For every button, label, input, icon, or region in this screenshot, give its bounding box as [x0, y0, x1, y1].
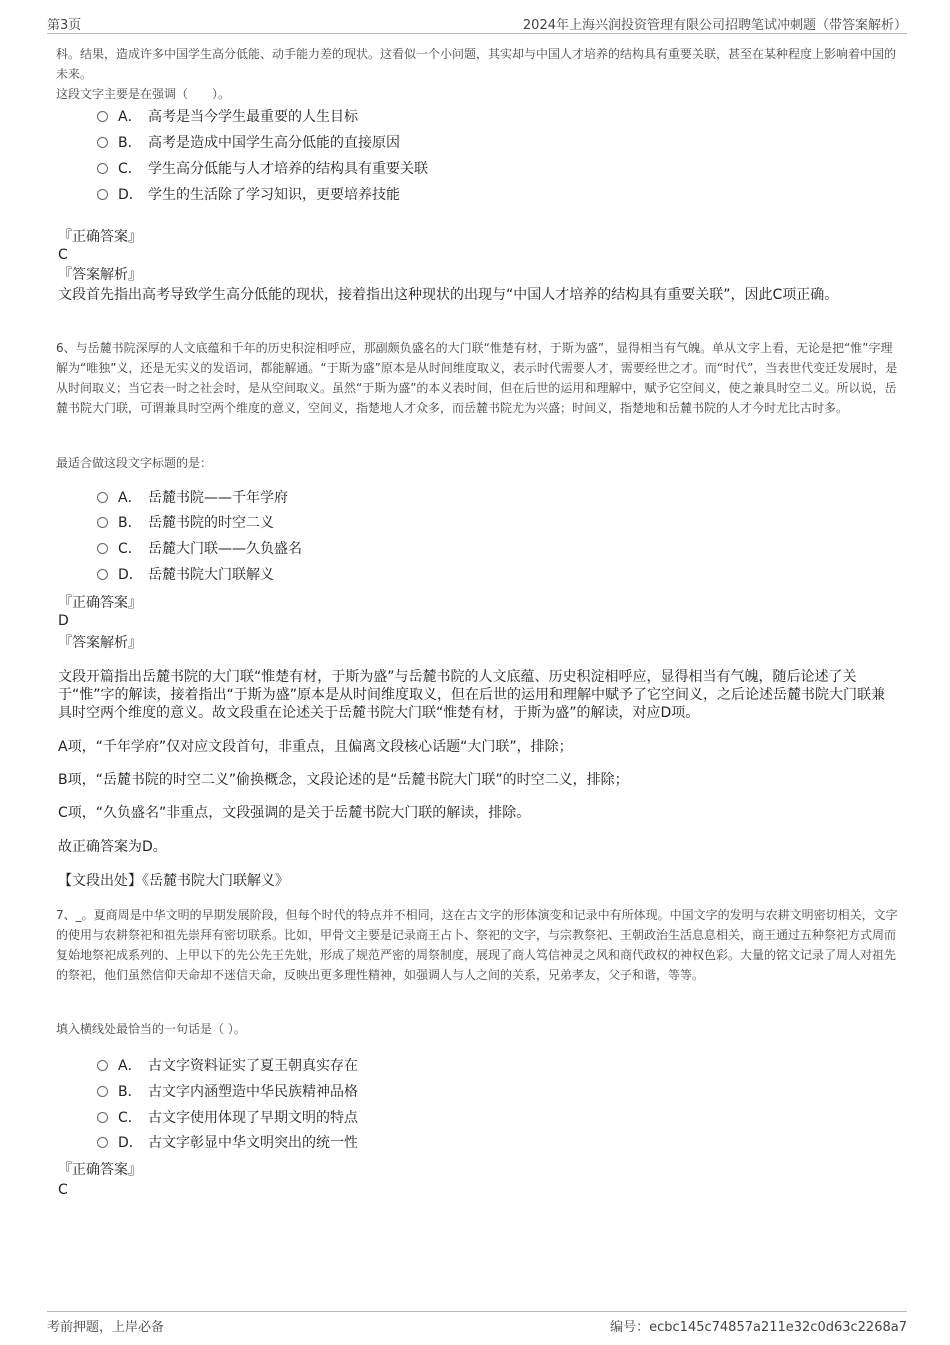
footer-slogan: 考前押题，上岸必备	[47, 1320, 165, 1335]
q6-analysis-c: C项，“久负盛名”非重点，文段强调的是关于岳麓书院大门联的解读，排除。	[58, 805, 531, 821]
radio-icon[interactable]	[97, 543, 108, 554]
radio-icon[interactable]	[97, 189, 108, 200]
radio-icon[interactable]	[97, 111, 108, 122]
q7-answer: C	[58, 1182, 68, 1198]
q6-analysis-main: 文段开篇指出岳麓书院的大门联“惟楚有材，于斯为盛”与岳麓书院的人文底蕴、历史积淀相呼应，显得相当有气魄，随后论述了关于“惟”字的解读，接着指出“于斯为盛”原本是从时间维度取义，但在后世的运用和理解中赋予了它空间义，之后论述岳麓书院大门联兼具时空两个维度的意义。故文段重在论述关于岳麓书院大门联“惟楚有材，于斯为盛”的解读，对应D项。	[58, 669, 886, 721]
q6-answer: D	[58, 613, 69, 629]
q6-passage: 6、与岳麓书院深厚的人文底蕴和千年的历史积淀相呼应，那副颇负盛名的大门联“惟楚有材，于斯为盛”，显得相当有气魄。单从文字上看，无论是把“惟”字理解为“唯独”义，还是无实义的发语词，都能解通。“于斯为盛”原本是从时间维度取义，表示时代需要人才，需要经世之才。而“时代”，当表世代变迁发展时，是从时间取义；当它表一时之社会时，是从空间取义。虽然“于斯为盛”的本义表时间，但在后世的运用和理解中，赋予它空间义，使之兼具时空二义。所以说，岳麓书院大门联，可谓兼具时空两个维度的意义，空间义，指楚地人才众多，而岳麓书院尤为兴盛；时间义，指楚地和岳麓书院的人才今时尤比古时多。	[56, 341, 898, 415]
q7-option-d[interactable]: D． 古文字彰显中华文明突出的统一性	[97, 1132, 358, 1154]
q6-option-d[interactable]: D． 岳麓书院大门联解义	[97, 564, 274, 586]
page-number: 第3页	[47, 18, 82, 33]
q7-option-a[interactable]: A． 古文字资料证实了夏王朝真实存在	[97, 1055, 358, 1077]
radio-icon[interactable]	[97, 137, 108, 148]
document-title: 2024年上海兴润投资管理有限公司招聘笔试冲刺题（带答案解析）	[522, 18, 907, 33]
q6-analysis-b: B项，“岳麓书院的时空二义”偷换概念，文段论述的是“岳麓书院大门联”的时空二义，排除；	[58, 772, 629, 788]
radio-icon[interactable]	[97, 517, 108, 528]
q7-answer-label: 『正确答案』	[58, 1162, 142, 1178]
page-header	[47, 11, 907, 34]
q5-option-a[interactable]: A． 高考是当今学生最重要的人生目标	[97, 106, 358, 128]
page-footer	[47, 1311, 907, 1338]
q7-passage: 7、_。夏商周是中华文明的早期发展阶段，但每个时代的特点并不相同，这在古文字的形体演变和记录中有所体现。中国文字的发明与农耕文明密切相关，文字的使用与农耕祭祀和祖先崇拜有密切联系。比如，甲骨文主要是记录商王占卜、祭祀的文字，与宗教祭祀、王朝政治生活息息相关，商王通过五种祭祀方式周而复始地祭祀成系列的、上甲以下的先公先王先妣，形成了规范严密的周祭制度，展现了商人笃信神灵之风和商代政权的神权色彩。大量的铭文记录了周人对祖先的祭祀，他们虽然信仰天命却不迷信天命，反映出更多理性精神，如强调人与人之间的关系，兄弟孝友，父子和谐，等等。	[56, 908, 898, 982]
q5-option-c[interactable]: C． 学生高分低能与人才培养的结构具有重要关联	[97, 158, 428, 180]
q6-option-a[interactable]: A． 岳麓书院——千年学府	[97, 487, 288, 509]
radio-icon[interactable]	[97, 492, 108, 503]
q6-conclusion: 故正确答案为D。	[58, 839, 167, 855]
q6-analysis-a: A项，“千年学府”仅对应文段首句，非重点，且偏离文段核心话题“大门联”，排除；	[58, 739, 573, 755]
q7-option-c[interactable]: C． 古文字使用体现了早期文明的特点	[97, 1107, 358, 1129]
q5-answer-label: 『正确答案』	[58, 229, 142, 245]
radio-icon[interactable]	[97, 163, 108, 174]
radio-icon[interactable]	[97, 569, 108, 580]
q5-option-b[interactable]: B． 高考是造成中国学生高分低能的直接原因	[97, 132, 400, 154]
q5-stem: 这段文字主要是在强调（ ）。	[56, 87, 231, 101]
q5-analysis-label: 『答案解析』	[58, 267, 142, 283]
q5-analysis: 文段首先指出高考导致学生高分低能的现状，接着指出这种现状的出现与“中国人才培养的结构具有重要关联”，因此C项正确。	[58, 287, 839, 303]
q6-answer-label: 『正确答案』	[58, 595, 142, 611]
radio-icon[interactable]	[97, 1112, 108, 1123]
q6-option-c[interactable]: C． 岳麓大门联——久负盛名	[97, 538, 302, 560]
document-code: 编号：ecbc145c74857a211e32c0d63c2268a7	[610, 1320, 907, 1335]
radio-icon[interactable]	[97, 1086, 108, 1097]
q5-passage-tail: 科。结果，造成许多中国学生高分低能、动手能力差的现状。这看似一个小问题，其实却与中国人才培养的结构具有重要关联，甚至在某种程度上影响着中国的未来。	[56, 47, 897, 81]
q7-option-b[interactable]: B． 古文字内涵塑造中华民族精神品格	[97, 1081, 358, 1103]
radio-icon[interactable]	[97, 1060, 108, 1071]
q7-stem: 填入横线处最恰当的一句话是（ ）。	[56, 1022, 246, 1036]
q5-option-d[interactable]: D． 学生的生活除了学习知识，更要培养技能	[97, 184, 400, 206]
radio-icon[interactable]	[97, 1137, 108, 1148]
q6-source: 【文段出处】《岳麓书院大门联解义》	[58, 873, 289, 889]
q6-analysis-label: 『答案解析』	[58, 635, 142, 651]
q5-answer: C	[58, 247, 68, 263]
q6-option-b[interactable]: B． 岳麓书院的时空二义	[97, 512, 274, 534]
q6-stem: 最适合做这段文字标题的是：	[56, 456, 213, 470]
